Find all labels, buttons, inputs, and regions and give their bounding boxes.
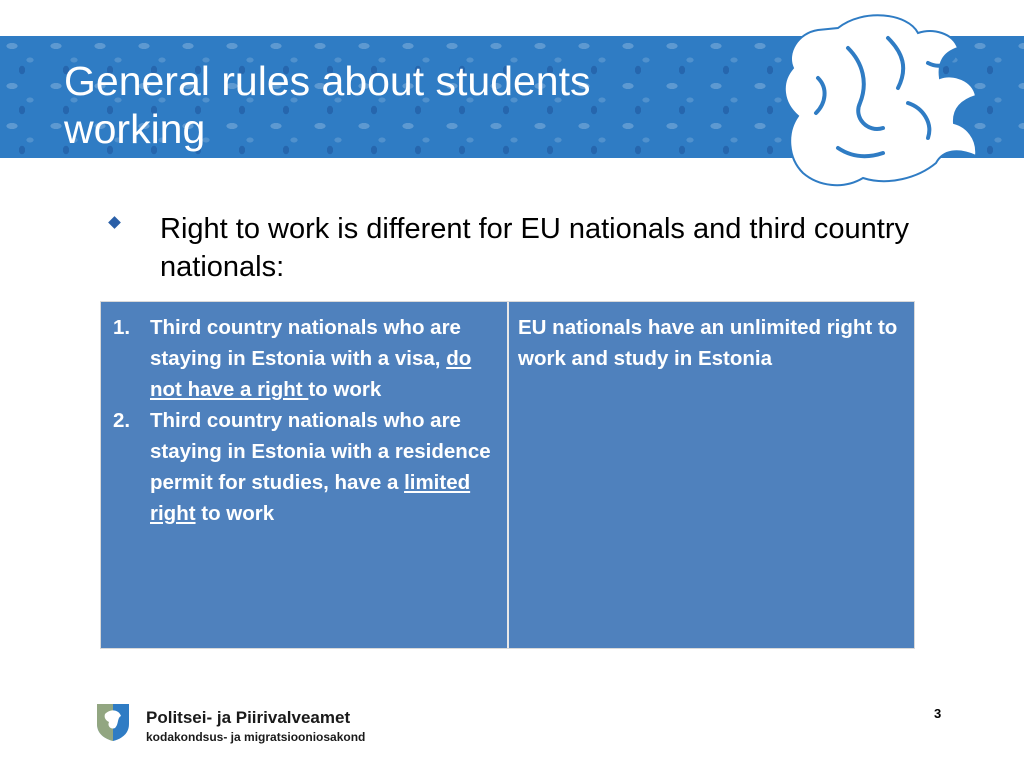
org-subtitle: kodakondsus- ja migratsiooniosakond: [146, 730, 366, 744]
underlined-text: limited right: [150, 471, 471, 525]
underlined-text: do not have a right: [150, 347, 472, 401]
diamond-bullet-icon: [108, 216, 121, 229]
eu-nationals-cell: EU nationals have an unlimited right to work and study in Estonia: [518, 316, 898, 370]
police-shield-logo-icon: [95, 700, 131, 742]
list-item: [113, 405, 499, 529]
comparison-table: [100, 301, 915, 649]
list-item-text: Third country nationals who are staying in Estonia with a residence permit for studies, have a limited right to work: [150, 409, 491, 525]
bullet-text: Right to work is different for EU nationals and third country nationals:: [160, 213, 910, 283]
list-item-text: Third country nationals who are staying in Estonia with a visa, do not have a right to work: [150, 316, 472, 401]
slide-title: General rules about students working: [64, 58, 591, 152]
list-number: 2.: [113, 409, 131, 432]
lion-crest-icon: [768, 8, 988, 198]
page-number: 3: [934, 706, 942, 721]
third-country-cell: [101, 302, 509, 648]
list-number: 1.: [113, 316, 131, 339]
list-item: [113, 312, 499, 405]
org-name: Politsei- ja Piirivalveamet: [146, 708, 351, 727]
